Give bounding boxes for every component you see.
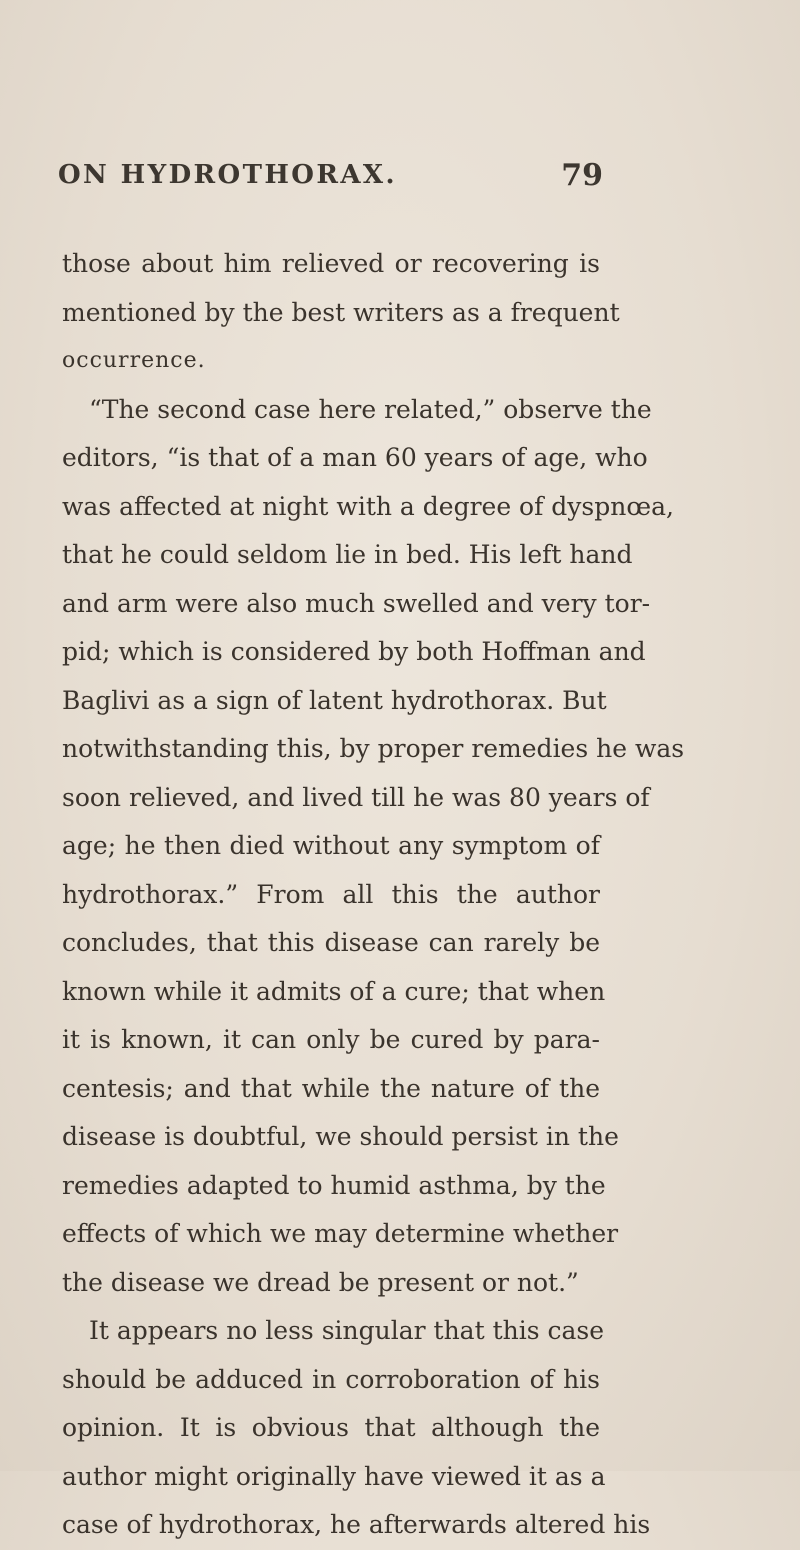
text-line: centesis; and that while the nature of the xyxy=(62,1073,600,1103)
running-head-title: ON HYDROTHORAX. xyxy=(58,160,397,190)
text-line: those about him relieved or recovering is xyxy=(62,249,600,278)
text-line: notwithstanding this, by proper remedies he was xyxy=(62,734,685,763)
text-line: the disease we dread be present or not.” xyxy=(62,1267,579,1297)
text-line: remedies adapted to humid asthma, by the xyxy=(62,1170,606,1200)
page-number: 79 xyxy=(561,158,603,193)
text-line: mentioned by the best writers as a frequent xyxy=(62,297,620,327)
text-line: soon relieved, and lived till he was 80 years of xyxy=(62,782,650,812)
text-line: hydrothorax.” From all this the author xyxy=(62,879,600,909)
text-line: effects of which we may determine whether xyxy=(62,1219,619,1248)
text-line: pid; which is considered by both Hoffman and xyxy=(62,637,646,666)
text-line: known while it admits of a cure; that when xyxy=(62,976,606,1006)
text-line: that he could seldom lie in bed. His left hand xyxy=(62,540,633,569)
text-line: Baglivi as a sign of latent hydrothorax. But xyxy=(62,685,607,715)
text-line: It appears no less singular that this case xyxy=(89,1316,605,1345)
text-line: it is known, it can only be cured by para- xyxy=(62,1025,600,1054)
text-line: opinion. It is obvious that although the xyxy=(62,1413,600,1442)
running-head xyxy=(58,160,603,200)
text-line: disease is doubtful, we should persist in the xyxy=(62,1122,619,1151)
text-line: was affected at night with a degree of dyspnœa, xyxy=(62,491,674,521)
text-line: occurrence. xyxy=(62,348,206,373)
text-line: concludes, that this disease can rarely be xyxy=(62,928,600,957)
text-line: editors, “is that of a man 60 years of age, who xyxy=(62,443,648,472)
text-line: and arm were also much swelled and very tor- xyxy=(62,588,651,618)
body-text xyxy=(62,240,685,1550)
text-line: author might originally have viewed it as a xyxy=(62,1461,606,1491)
text-line: should be adduced in corroboration of his xyxy=(62,1364,600,1394)
text-line: “The second case here related,” observe the xyxy=(89,394,652,424)
text-line: age; he then died without any symptom of xyxy=(62,831,600,860)
text-line: case of hydrothorax, he afterwards altered his xyxy=(62,1510,651,1539)
